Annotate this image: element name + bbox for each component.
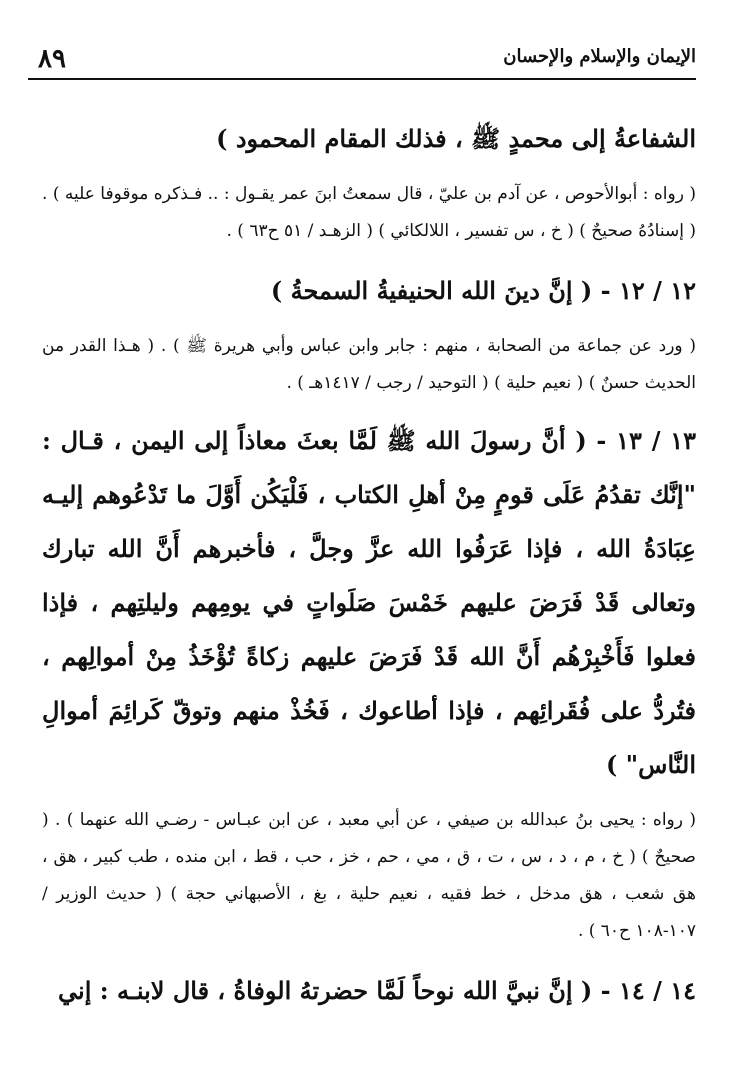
- page-header: [28, 34, 696, 74]
- hadith-source-note: ( رواه : يحيى بنُ عبدالله بن صيفي ، عن أبي معبد ، عن ابن عبـاس - رضـي الله عنهما ) . ( صحيحٌ ) ( خ ، م ، د ، س ، ت ، ق ، مي ، حم ، خز ، حب ، قط ، ابن منده ، طب كبير ، هق ، هق شعب ، هق مدخل ، خط فقيه ، نعيم حلية ، بغ ، الأصبهاني حجة ) ( حديث الوزير / ١٠٧-١٠٨ ح٦٠ ) .: [42, 810, 696, 941]
- header-rule: [28, 78, 696, 80]
- hadith-source-note: ( ورد عن جماعة من الصحابة ، منهم : جابر وابن عباس وأبي هريرة ﷺ ) . ( هـذا القدر من الحديث حسنٌ ) ( نعيم حلية ) ( التوحيد / رجب / ١٤١٧هـ ) .: [42, 336, 696, 393]
- hadith-text: ١٣ / ١٣ - ( أنَّ رسولَ الله ﷺ لَمَّا بعثَ معاذاً إلى اليمن ، قـال : "إنَّك تقدُمُ عَلَى قومٍ مِنْ أهلِ الكتاب ، فَلْيَكُن أَوَّلَ ما تَدْعُوهم إليـه عِبَادَةُ الله ، فإذا عَرَفُوا الله عزَّ وجلَّ ، فأخبرهم أَنَّ الله تبارك وتعالى قَدْ فَرَضَ عليهم خَمْسَ صَلَواتٍ في يومِهم وليلتِهم ، فإذا فعلوا فَأَخْبِرْهُم أَنَّ الله قَدْ فَرَضَ عليهم زكاةً تُؤْخَذُ مِنْ أموالِهم ، فتُردُّ على فُقَرائِهم ، فإذا أطاعوك ، فَخُذْ منهم وتوقّ كَرائِمَ أموالِ النَّاس" ): [42, 426, 696, 779]
- page-body: [42, 98, 696, 1080]
- hadith-text-continuation: الشفاعةُ إلى محمدٍ ﷺ ، فذلك المقام المحمود ): [216, 124, 696, 153]
- hadith-text: ١٢ / ١٢ - ( إنَّ دينَ الله الحنيفيةُ السمحةُ ): [270, 276, 696, 305]
- hadith-text: ١٤ / ١٤ - ( إنَّ نبيَّ الله نوحاً لَمَّا حضرتهُ الوفاةُ ، قال لابنـه : إني: [58, 976, 696, 1005]
- hadith-source-note: ( رواه : أبوالأحوص ، عن آدم بن عليّ ، قال سمعتُ ابنَ عمر يقـول : .. فـذكره موقوفا عليه ) . ( إسنادُهُ صحيحٌ ) ( خ ، س تفسير ، اللالكائي ) ( الزهـد / ٥١ ح٦٣ ) .: [42, 184, 696, 241]
- page-number: ٨٩: [38, 44, 66, 74]
- running-title: الإيمان والإسلام والإحسان: [503, 46, 696, 67]
